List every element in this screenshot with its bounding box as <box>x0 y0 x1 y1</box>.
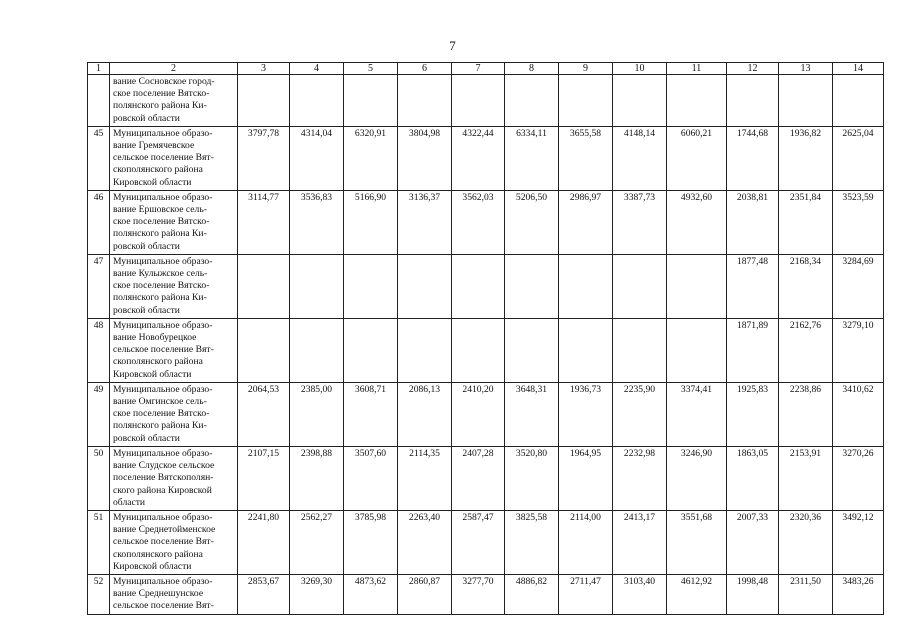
value-cell: 2853,67 <box>238 574 290 614</box>
value-cell: 2413,17 <box>613 510 667 574</box>
value-cell: 4322,44 <box>452 126 505 190</box>
value-cell: 3551,68 <box>667 510 727 574</box>
value-cell <box>238 318 290 382</box>
page-number: 7 <box>449 38 456 53</box>
value-cell <box>505 318 559 382</box>
value-cell: 1936,82 <box>779 126 833 190</box>
value-cell: 2711,47 <box>559 574 613 614</box>
value-cell: 3785,98 <box>344 510 398 574</box>
value-cell: 3804,98 <box>398 126 452 190</box>
value-cell: 2986,97 <box>559 190 613 254</box>
value-cell: 2562,27 <box>290 510 344 574</box>
value-cell: 1863,05 <box>727 446 779 510</box>
value-cell: 3103,40 <box>613 574 667 614</box>
value-cell <box>727 75 779 127</box>
value-cell: 2064,53 <box>238 382 290 446</box>
value-cell: 4932,60 <box>667 190 727 254</box>
table-row <box>88 75 884 127</box>
municipality-name: Муниципальное образо- вание Среднетойменское сельское поселение Вят- скополянского района Кировской области <box>110 510 238 574</box>
value-cell <box>559 75 613 127</box>
row-number: 48 <box>88 318 110 382</box>
table-row <box>88 510 884 574</box>
value-cell <box>398 254 452 318</box>
value-cell <box>559 318 613 382</box>
value-cell: 3410,62 <box>833 382 884 446</box>
value-cell: 2107,15 <box>238 446 290 510</box>
row-number: 52 <box>88 574 110 614</box>
value-cell: 2263,40 <box>398 510 452 574</box>
column-header: 12 <box>727 63 779 75</box>
table-row <box>88 126 884 190</box>
value-cell: 1744,68 <box>727 126 779 190</box>
value-cell: 1877,48 <box>727 254 779 318</box>
municipality-name: Муниципальное образо- вание Кулыжское сель- ское поселение Вятско- полянского района Ки- ровской области <box>110 254 238 318</box>
value-cell: 2038,81 <box>727 190 779 254</box>
value-cell: 2587,47 <box>452 510 505 574</box>
value-cell <box>667 75 727 127</box>
value-cell: 3114,77 <box>238 190 290 254</box>
value-cell <box>505 254 559 318</box>
value-cell: 2311,50 <box>779 574 833 614</box>
value-cell <box>290 318 344 382</box>
value-cell <box>667 318 727 382</box>
value-cell: 3270,26 <box>833 446 884 510</box>
value-cell: 3648,31 <box>505 382 559 446</box>
value-cell: 3608,71 <box>344 382 398 446</box>
value-cell: 3492,12 <box>833 510 884 574</box>
column-header: 9 <box>559 63 613 75</box>
column-header: 8 <box>505 63 559 75</box>
value-cell: 3797,78 <box>238 126 290 190</box>
value-cell: 1998,48 <box>727 574 779 614</box>
value-cell <box>613 254 667 318</box>
value-cell <box>344 254 398 318</box>
value-cell <box>398 318 452 382</box>
column-header: 1 <box>88 63 110 75</box>
value-cell: 2625,04 <box>833 126 884 190</box>
value-cell: 6334,11 <box>505 126 559 190</box>
value-cell: 2320,36 <box>779 510 833 574</box>
value-cell: 4148,14 <box>613 126 667 190</box>
value-cell: 3520,80 <box>505 446 559 510</box>
value-cell: 6320,91 <box>344 126 398 190</box>
value-cell <box>290 254 344 318</box>
value-cell: 3523,59 <box>833 190 884 254</box>
table-row <box>88 254 884 318</box>
municipality-name: Муниципальное образо- вание Омгинское сель- ское поселение Вятско- полянского района Ки- ровской области <box>110 382 238 446</box>
municipality-name: Муниципальное образо- вание Новобурецкое сельское поселение Вят- скополянского района Кировской области <box>110 318 238 382</box>
value-cell: 4873,62 <box>344 574 398 614</box>
value-cell: 3284,69 <box>833 254 884 318</box>
municipality-name: Муниципальное образо- вание Гремячевское сельское поселение Вят- скополянского района Кировской области <box>110 126 238 190</box>
value-cell: 2351,84 <box>779 190 833 254</box>
municipality-name: Муниципальное образо- вание Ершовское сель- ское поселение Вятско- полянского района Ки- ровской области <box>110 190 238 254</box>
column-header: 3 <box>238 63 290 75</box>
table-row <box>88 190 884 254</box>
value-cell: 2235,90 <box>613 382 667 446</box>
value-cell: 3136,37 <box>398 190 452 254</box>
value-cell <box>505 75 559 127</box>
value-cell: 3655,58 <box>559 126 613 190</box>
value-cell <box>779 75 833 127</box>
value-cell <box>344 318 398 382</box>
value-cell: 2241,80 <box>238 510 290 574</box>
value-cell: 1871,89 <box>727 318 779 382</box>
value-cell: 2232,98 <box>613 446 667 510</box>
row-number: 50 <box>88 446 110 510</box>
value-cell: 5206,50 <box>505 190 559 254</box>
value-cell: 4612,92 <box>667 574 727 614</box>
municipality-name: Муниципальное образо- вание Слудское сельское поселение Вятскополян- ского района Кировской области <box>110 446 238 510</box>
value-cell <box>559 254 613 318</box>
value-cell: 2114,35 <box>398 446 452 510</box>
value-cell: 2407,28 <box>452 446 505 510</box>
row-number: 49 <box>88 382 110 446</box>
value-cell: 3279,10 <box>833 318 884 382</box>
value-cell: 2162,76 <box>779 318 833 382</box>
table-row <box>88 382 884 446</box>
value-cell: 2398,88 <box>290 446 344 510</box>
value-cell: 2153,91 <box>779 446 833 510</box>
value-cell: 3269,30 <box>290 574 344 614</box>
row-number: 47 <box>88 254 110 318</box>
value-cell: 2168,34 <box>779 254 833 318</box>
row-number: 51 <box>88 510 110 574</box>
column-header: 6 <box>398 63 452 75</box>
column-header: 7 <box>452 63 505 75</box>
row-number: 46 <box>88 190 110 254</box>
value-cell <box>613 318 667 382</box>
value-cell: 2007,33 <box>727 510 779 574</box>
municipality-name: Муниципальное образо- вание Среднешунское сельское поселение Вят- <box>110 574 238 614</box>
value-cell: 3825,58 <box>505 510 559 574</box>
value-cell: 1936,73 <box>559 382 613 446</box>
value-cell: 2086,13 <box>398 382 452 446</box>
value-cell: 3507,60 <box>344 446 398 510</box>
value-cell <box>290 75 344 127</box>
column-header: 13 <box>779 63 833 75</box>
value-cell: 4886,82 <box>505 574 559 614</box>
header-row <box>88 63 884 75</box>
value-cell: 2410,20 <box>452 382 505 446</box>
value-cell: 4314,04 <box>290 126 344 190</box>
value-cell <box>613 75 667 127</box>
value-cell: 2385,00 <box>290 382 344 446</box>
table-row <box>88 446 884 510</box>
row-number <box>88 75 110 127</box>
table-body <box>88 63 884 615</box>
value-cell: 2114,00 <box>559 510 613 574</box>
data-table <box>87 62 884 615</box>
column-header: 10 <box>613 63 667 75</box>
value-cell: 5166,90 <box>344 190 398 254</box>
column-header: 11 <box>667 63 727 75</box>
table-row <box>88 318 884 382</box>
value-cell: 3246,90 <box>667 446 727 510</box>
value-cell: 3374,41 <box>667 382 727 446</box>
value-cell <box>833 75 884 127</box>
value-cell <box>238 75 290 127</box>
value-cell: 3483,26 <box>833 574 884 614</box>
value-cell <box>238 254 290 318</box>
value-cell: 2860,87 <box>398 574 452 614</box>
value-cell: 1925,83 <box>727 382 779 446</box>
value-cell: 2238,86 <box>779 382 833 446</box>
value-cell: 3277,70 <box>452 574 505 614</box>
row-number: 45 <box>88 126 110 190</box>
value-cell <box>398 75 452 127</box>
column-header: 14 <box>833 63 884 75</box>
table-row <box>88 574 884 614</box>
value-cell: 1964,95 <box>559 446 613 510</box>
column-header: 5 <box>344 63 398 75</box>
value-cell: 3387,73 <box>613 190 667 254</box>
value-cell: 6060,21 <box>667 126 727 190</box>
value-cell <box>344 75 398 127</box>
municipality-name: вание Сосновское город- ское поселение Вятско- полянского района Ки- ровской области <box>110 75 238 127</box>
column-header: 2 <box>110 63 238 75</box>
value-cell <box>667 254 727 318</box>
value-cell: 3562,03 <box>452 190 505 254</box>
value-cell <box>452 254 505 318</box>
value-cell <box>452 318 505 382</box>
value-cell: 3536,83 <box>290 190 344 254</box>
column-header: 4 <box>290 63 344 75</box>
value-cell <box>452 75 505 127</box>
